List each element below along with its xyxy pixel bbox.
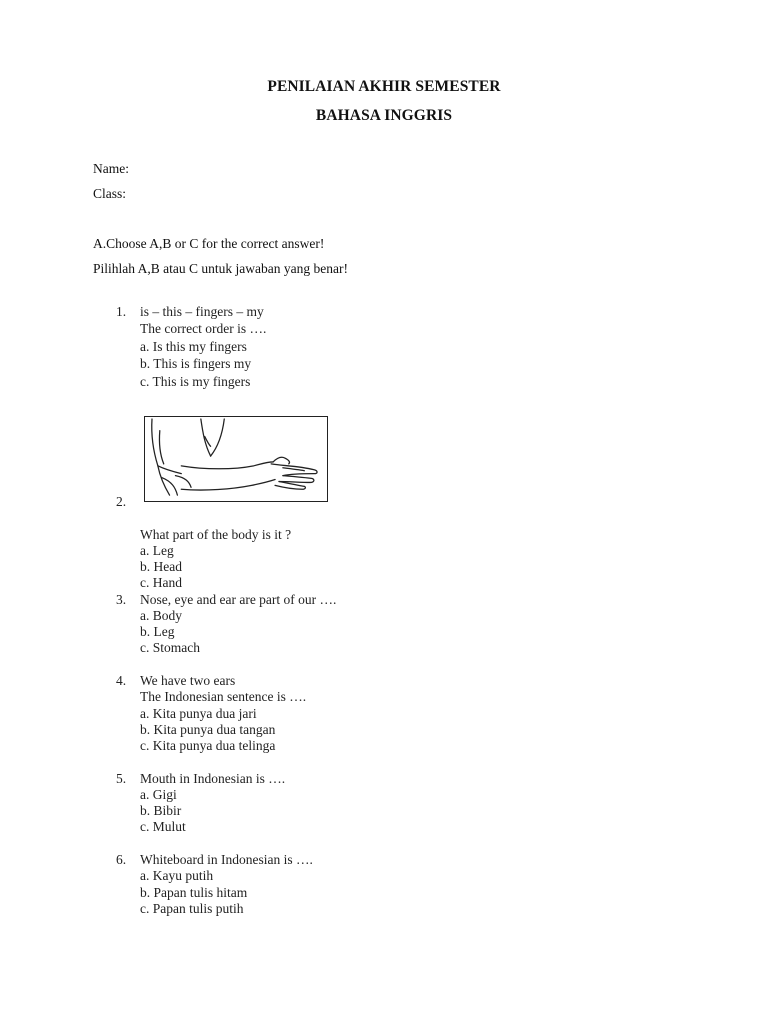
page-title: PENILAIAN AKHIR SEMESTER: [267, 78, 501, 95]
question-4-prompt-2: The Indonesian sentence is ….: [140, 689, 307, 704]
question-4-number: 4.: [116, 673, 127, 688]
question-2-option-c: c. Hand: [140, 575, 182, 590]
name-label: Name:: [93, 161, 129, 176]
arm-hand-drawing: [145, 417, 327, 501]
question-5-option-b: b. Bibir: [140, 803, 182, 818]
question-3-prompt: Nose, eye and ear are part of our ….: [140, 592, 337, 607]
question-6-prompt: Whiteboard in Indonesian is ….: [140, 852, 313, 867]
question-2-option-b: b. Head: [140, 559, 182, 574]
question-5-prompt: Mouth in Indonesian is ….: [140, 771, 286, 786]
subject-title: BAHASA INGGRIS: [315, 107, 453, 124]
question-4-prompt: We have two ears: [140, 673, 236, 688]
question-1-number: 1.: [116, 304, 127, 319]
question-4-option-b: b. Kita punya dua tangan: [140, 722, 276, 737]
question-5-option-a: a. Gigi: [140, 787, 177, 802]
question-2-number: 2.: [116, 494, 127, 509]
question-1-prompt-2: The correct order is ….: [140, 321, 267, 336]
question-3-option-b: b. Leg: [140, 624, 175, 639]
instruction-indonesian: Pilihlah A,B atau C untuk jawaban yang benar!: [93, 261, 348, 276]
question-1-option-b: b. This is fingers my: [140, 356, 252, 371]
question-6-option-c: c. Papan tulis putih: [140, 901, 244, 916]
question-5-option-c: c. Mulut: [140, 819, 186, 834]
question-1-prompt: is – this – fingers – my: [140, 304, 264, 319]
question-6-number: 6.: [116, 852, 127, 867]
instruction-english: A.Choose A,B or C for the correct answer!: [93, 236, 325, 251]
question-1-option-c: c. This is my fingers: [140, 374, 251, 389]
question-1-option-a: a. Is this my fingers: [140, 339, 247, 354]
class-label: Class:: [93, 186, 127, 201]
question-4-option-a: a. Kita punya dua jari: [140, 706, 257, 721]
question-3-option-c: c. Stomach: [140, 640, 200, 655]
question-2-prompt: What part of the body is it ?: [140, 527, 292, 542]
question-3-number: 3.: [116, 592, 127, 607]
question-5-number: 5.: [116, 771, 127, 786]
question-3-option-a: a. Body: [140, 608, 182, 623]
question-6-option-b: b. Papan tulis hitam: [140, 885, 248, 900]
question-2-option-a: a. Leg: [140, 543, 174, 558]
question-6-option-a: a. Kayu putih: [140, 868, 214, 883]
question-4-option-c: c. Kita punya dua telinga: [140, 738, 276, 753]
arm-and-hand-illustration: [144, 416, 328, 502]
